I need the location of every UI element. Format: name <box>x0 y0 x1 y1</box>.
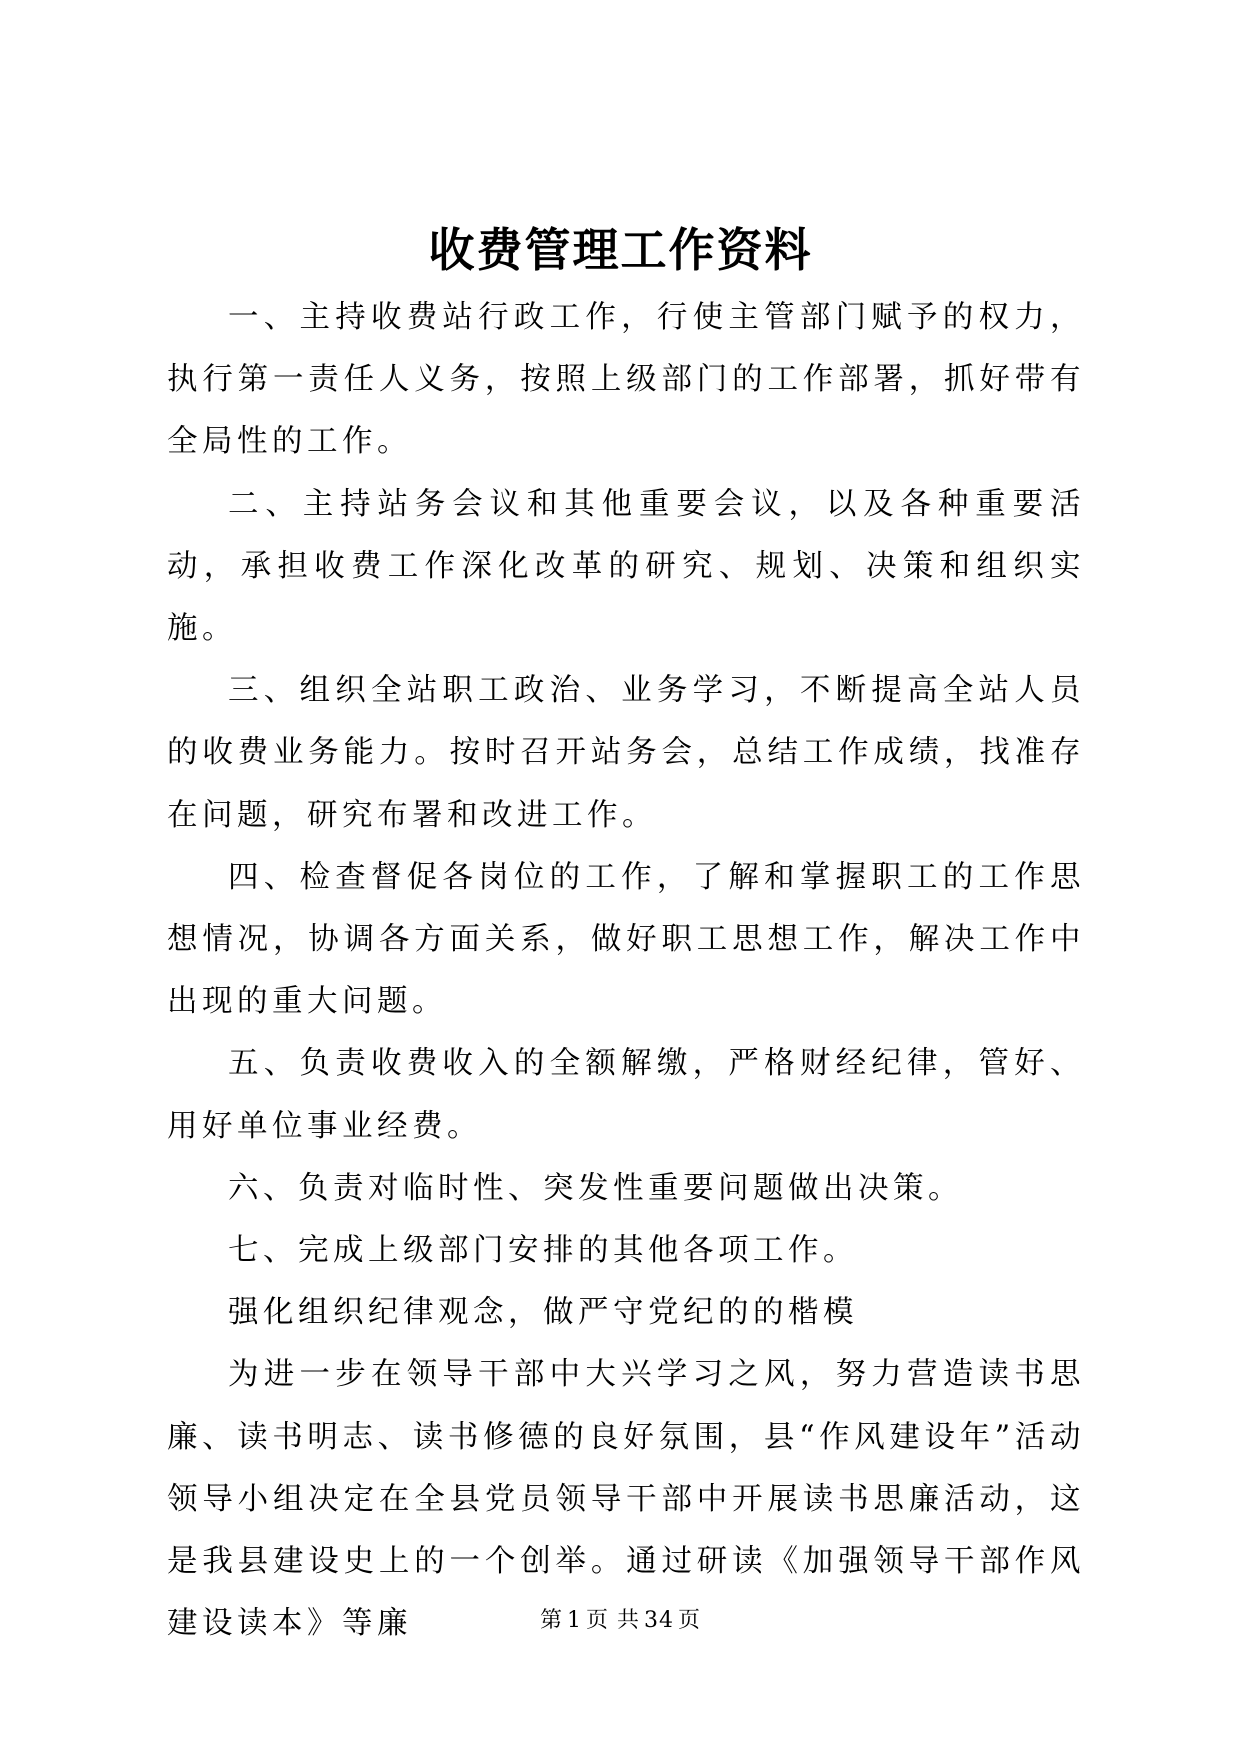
page-total: 34 <box>644 1608 674 1633</box>
page-suffix: 页 <box>678 1608 702 1633</box>
paragraph-2: 二、主持站务会议和其他重要会议，以及各种重要活动，承担收费工作深化改革的研究、规划、决策和组织实施。 <box>167 486 1085 647</box>
document-body <box>167 287 1085 1655</box>
paragraph-1: 一、主持收费站行政工作，行使主管部门赋予的权力，执行第一责任人义务，按照上级部门的工作部署，抓好带有全局性的工作。 <box>167 300 1085 460</box>
paragraph-9: 为进一步在领导干部中大兴学习之风，努力营造读书思廉、读书明志、读书修德的良好氛围，县“作风建设年”活动领导小组决定在全县党员领导干部中开展读书思廉活动，这是我县建设史上的一个创举。通过研读《加强领导干部作风建设读本》等廉 <box>167 1357 1085 1642</box>
paragraph-7: 七、完成上级部门安排的其他各项工作。 <box>228 1233 858 1269</box>
page-prefix: 第 <box>539 1608 563 1633</box>
document-title: 收费管理工作资料 <box>428 223 813 277</box>
section-heading: 强化组织纪律观念，做严守党纪的的楷模 <box>228 1295 858 1331</box>
paragraph-6: 六、负责对临时性、突发性重要问题做出决策。 <box>228 1170 963 1206</box>
page-footer <box>0 1606 1241 1636</box>
paragraph-3: 三、组织全站职工政治、业务学习，不断提高全站人员的收费业务能力。按时召开站务会，总结工作成绩，找准存在问题，研究布署和改进工作。 <box>167 673 1085 833</box>
page-mid: 页 共 <box>586 1608 640 1633</box>
page-current: 1 <box>567 1608 582 1633</box>
paragraph-4: 四、检查督促各岗位的工作，了解和掌握职工的工作思想情况，协调各方面关系，做好职工思想工作，解决工作中出现的重大问题。 <box>167 859 1085 1020</box>
paragraph-5: 五、负责收费收入的全额解缴，严格财经纪律，管好、用好单位事业经费。 <box>167 1046 1085 1144</box>
